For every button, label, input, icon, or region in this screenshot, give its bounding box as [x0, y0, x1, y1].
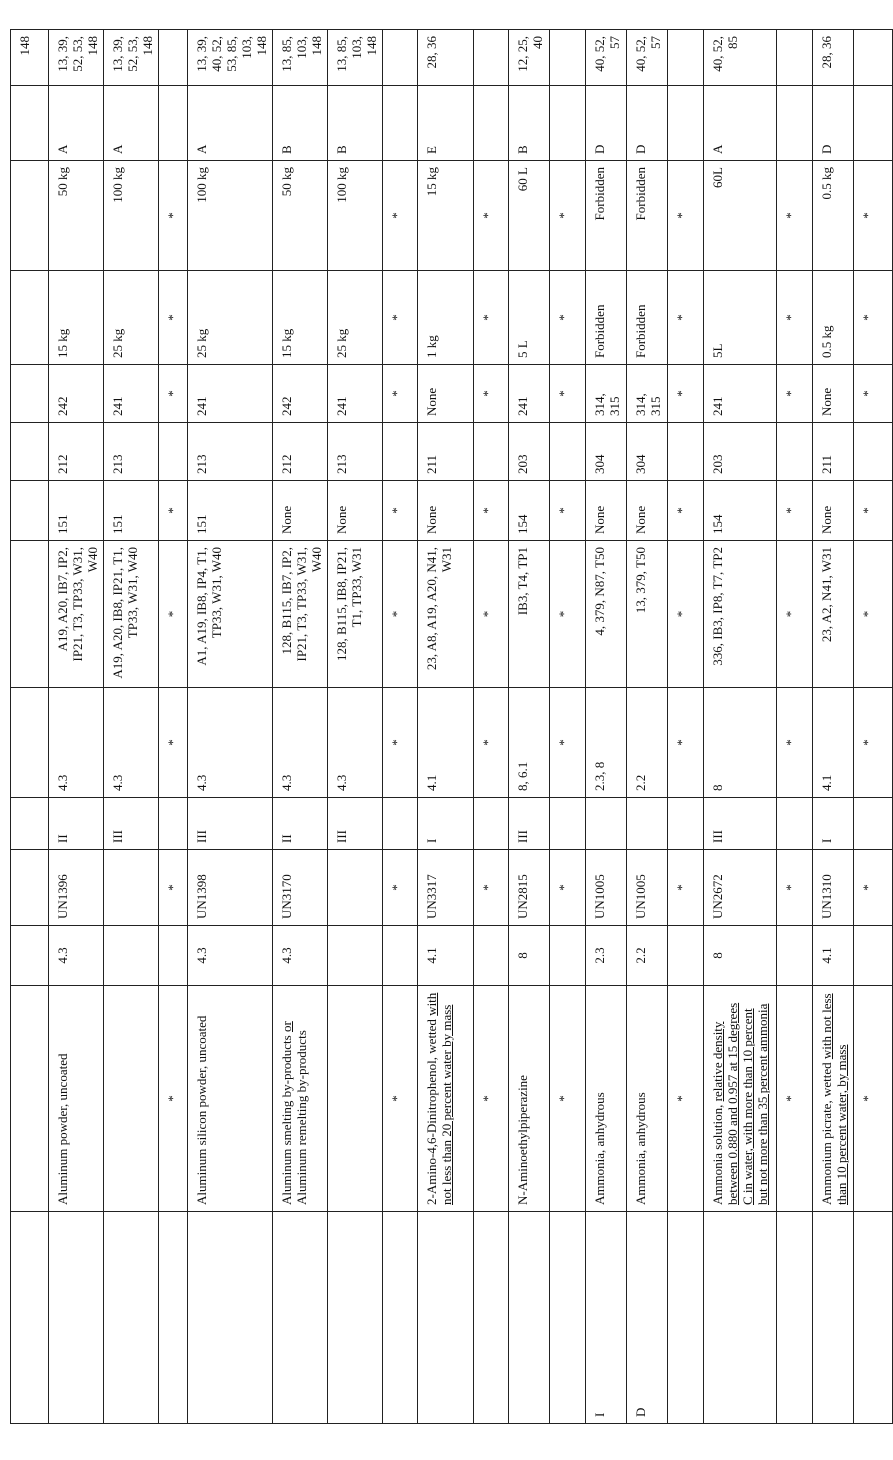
underlined-amendment-text: relative density between 0.880 and 0.957 at 15 degrees C in water, with more than 10 percent but not more than 35 percent ammonia [710, 1002, 770, 1205]
description-cell: N-Aminoethylpiperazine [509, 986, 550, 1212]
id-number-cell: UN1396 [49, 850, 104, 926]
quantity-cargo-cell: Forbidden [627, 161, 668, 271]
asterisk-mark: * [777, 541, 813, 688]
empty-cell [159, 926, 188, 986]
special-provisions-cell: 128, B115, IB8, IP21, T1, TP33, W31 [328, 541, 383, 688]
empty-cell [550, 86, 586, 161]
asterisk-mark: * [383, 541, 418, 688]
description-text: Aluminum smelting by-products [279, 1032, 294, 1205]
quantity-cargo-cell: 50 kg [49, 161, 104, 271]
id-number-cell: UN1005 [586, 850, 627, 926]
quantity-cargo-cell: 100 kg [104, 161, 159, 271]
asterisk-mark: * [668, 161, 704, 271]
asterisk-mark: * [159, 161, 188, 271]
empty-cell [854, 926, 893, 986]
empty-cell [854, 798, 893, 850]
table-row [627, 30, 668, 1424]
packaging-bulk-cell: 241 [188, 365, 273, 423]
empty-cell [474, 86, 509, 161]
quantity-passenger-cell: 1 kg [418, 271, 474, 365]
asterisk-mark: * [474, 541, 509, 688]
empty-cell [474, 926, 509, 986]
hazard-class-cell: 8 [704, 926, 777, 986]
asterisk-mark: * [550, 161, 586, 271]
table-row [586, 30, 627, 1424]
vessel-other-cell: 28, 36 [813, 30, 854, 86]
symbol-cell [418, 1212, 474, 1424]
packaging-exceptions-cell [11, 481, 49, 541]
vessel-other-cell: 148 [11, 30, 49, 86]
empty-cell [474, 423, 509, 481]
packaging-non-bulk-cell: 203 [704, 423, 777, 481]
id-number-cell: UN1310 [813, 850, 854, 926]
empty-cell [383, 86, 418, 161]
empty-cell [854, 30, 893, 86]
asterisk-mark: * [854, 161, 893, 271]
table-row [813, 30, 854, 1424]
quantity-cargo-cell: 100 kg [188, 161, 273, 271]
separator-row [550, 30, 586, 1424]
id-number-cell: UN3170 [273, 850, 328, 926]
packing-group-cell: III [328, 798, 383, 850]
empty-cell [550, 1212, 586, 1424]
quantity-cargo-cell: 60L [704, 161, 777, 271]
label-codes-cell: 4.3 [188, 688, 273, 798]
symbol-cell [104, 1212, 159, 1424]
id-number-cell: UN2672 [704, 850, 777, 926]
description-text: Ammonia solution, [710, 1101, 725, 1205]
packaging-non-bulk-cell: 211 [418, 423, 474, 481]
asterisk-mark: * [777, 688, 813, 798]
table-row [188, 30, 273, 1424]
packaging-bulk-cell: 241 [704, 365, 777, 423]
vessel-other-cell: 13, 85, 103, 148 [328, 30, 383, 86]
empty-cell [159, 1212, 188, 1424]
table-row [11, 30, 49, 1424]
packing-group-cell [11, 798, 49, 850]
vessel-location-cell: A [704, 86, 777, 161]
special-provisions-cell: 23, A8, A19, A20, N41, W31 [418, 541, 474, 688]
packaging-non-bulk-cell: 203 [509, 423, 550, 481]
description-text: 2-Amino-4,6-Dinitrophenol, wetted [424, 1015, 439, 1205]
symbol-cell [704, 1212, 777, 1424]
asterisk-mark: * [474, 850, 509, 926]
packaging-exceptions-cell: 151 [188, 481, 273, 541]
packaging-exceptions-cell: 151 [104, 481, 159, 541]
empty-cell [550, 30, 586, 86]
empty-cell [383, 926, 418, 986]
description-cell [704, 986, 777, 1212]
asterisk-mark: * [777, 271, 813, 365]
description-cell [11, 986, 49, 1212]
quantity-passenger-cell: 15 kg [273, 271, 328, 365]
packaging-non-bulk-cell: 211 [813, 423, 854, 481]
empty-cell [159, 798, 188, 850]
asterisk-mark: * [550, 986, 586, 1212]
symbol-cell [11, 1212, 49, 1424]
description-text: Ammonium picrate, wetted [819, 1059, 834, 1205]
empty-cell [668, 926, 704, 986]
quantity-passenger-cell: 25 kg [328, 271, 383, 365]
vessel-other-cell: 13, 85, 103, 148 [273, 30, 328, 86]
vessel-location-cell: B [328, 86, 383, 161]
hazard-class-cell: 4.3 [49, 926, 104, 986]
asterisk-mark: * [474, 365, 509, 423]
table-row [704, 30, 777, 1424]
empty-cell [777, 423, 813, 481]
description-cell [813, 986, 854, 1212]
description-cell: Aluminum powder, uncoated [49, 986, 104, 1212]
asterisk-mark: * [383, 986, 418, 1212]
special-provisions-cell: 23, A2, N41, W31 [813, 541, 854, 688]
symbol-cell: I [586, 1212, 627, 1424]
asterisk-mark: * [668, 850, 704, 926]
id-number-cell [11, 850, 49, 926]
underlined-amendment-text: with not less than 20 percent water by mass [424, 992, 454, 1205]
asterisk-mark: * [777, 481, 813, 541]
hazard-class-cell: 8 [509, 926, 550, 986]
quantity-passenger-cell: 25 kg [104, 271, 159, 365]
packaging-exceptions-cell: 154 [704, 481, 777, 541]
description-cell [328, 986, 383, 1212]
symbol-cell [188, 1212, 273, 1424]
vessel-other-cell: 13, 39, 40, 52, 53, 85, 103, 148 [188, 30, 273, 86]
asterisk-mark: * [550, 481, 586, 541]
packaging-non-bulk-cell: 212 [49, 423, 104, 481]
packing-group-cell: II [273, 798, 328, 850]
hazmat-table [10, 29, 893, 1424]
asterisk-mark: * [854, 481, 893, 541]
asterisk-mark: * [474, 481, 509, 541]
special-provisions-cell: 128, B115, IB7, IP2, IP21, T3, TP33, W31, W40 [273, 541, 328, 688]
symbol-cell [273, 1212, 328, 1424]
vessel-location-cell: B [509, 86, 550, 161]
separator-row [668, 30, 704, 1424]
empty-cell [474, 798, 509, 850]
packaging-exceptions-cell: None [328, 481, 383, 541]
label-codes-cell: 4.1 [418, 688, 474, 798]
empty-cell [777, 926, 813, 986]
asterisk-mark: * [777, 161, 813, 271]
label-codes-cell: 4.1 [813, 688, 854, 798]
packaging-non-bulk-cell: 304 [586, 423, 627, 481]
special-provisions-cell: IB3, T4, TP1 [509, 541, 550, 688]
asterisk-mark: * [159, 850, 188, 926]
empty-cell [668, 86, 704, 161]
vessel-other-cell: 40, 52, 85 [704, 30, 777, 86]
vessel-other-cell: 40, 52, 57 [627, 30, 668, 86]
packing-group-cell: I [813, 798, 854, 850]
hazard-class-cell [328, 926, 383, 986]
empty-cell [474, 30, 509, 86]
packaging-exceptions-cell: None [813, 481, 854, 541]
packaging-non-bulk-cell: 213 [104, 423, 159, 481]
underlined-amendment-text: with not less than 10 percent water, by mass [819, 993, 849, 1205]
packing-group-cell: III [509, 798, 550, 850]
asterisk-mark: * [383, 688, 418, 798]
id-number-cell [104, 850, 159, 926]
asterisk-mark: * [159, 688, 188, 798]
asterisk-mark: * [550, 688, 586, 798]
quantity-cargo-cell: 60 L [509, 161, 550, 271]
quantity-passenger-cell: Forbidden [586, 271, 627, 365]
packing-group-cell: III [104, 798, 159, 850]
empty-cell [668, 30, 704, 86]
description-text: Aluminum remelting by-products [294, 1030, 309, 1205]
empty-cell [777, 86, 813, 161]
empty-cell [668, 798, 704, 850]
packing-group-cell: I [418, 798, 474, 850]
empty-cell [550, 926, 586, 986]
asterisk-mark: * [550, 541, 586, 688]
hazard-class-cell [104, 926, 159, 986]
special-provisions-cell: A1, A19, IB8, IP4, T1, TP33, W31, W40 [188, 541, 273, 688]
packaging-bulk-cell: 241 [328, 365, 383, 423]
hazard-class-cell: 4.3 [273, 926, 328, 986]
label-codes-cell: 4.3 [49, 688, 104, 798]
asterisk-mark: * [550, 365, 586, 423]
quantity-cargo-cell: 100 kg [328, 161, 383, 271]
packaging-non-bulk-cell: 304 [627, 423, 668, 481]
packaging-non-bulk-cell: 213 [188, 423, 273, 481]
vessel-location-cell: D [627, 86, 668, 161]
asterisk-mark: * [777, 365, 813, 423]
asterisk-mark: * [474, 688, 509, 798]
vessel-location-cell: B [273, 86, 328, 161]
vessel-other-cell: 40, 52, 57 [586, 30, 627, 86]
empty-cell [383, 798, 418, 850]
separator-row [383, 30, 418, 1424]
asterisk-mark: * [159, 541, 188, 688]
asterisk-mark: * [854, 365, 893, 423]
hazard-class-cell: 2.3 [586, 926, 627, 986]
empty-cell [383, 30, 418, 86]
description-cell [104, 986, 159, 1212]
quantity-cargo-cell [11, 161, 49, 271]
hazard-class-cell: 4.1 [813, 926, 854, 986]
id-number-cell: UN3317 [418, 850, 474, 926]
label-codes-cell: 4.3 [328, 688, 383, 798]
quantity-passenger-cell: 15 kg [49, 271, 104, 365]
vessel-location-cell: D [586, 86, 627, 161]
packaging-exceptions-cell: 151 [49, 481, 104, 541]
packaging-exceptions-cell: None [273, 481, 328, 541]
label-codes-cell [11, 688, 49, 798]
packaging-bulk-cell: 314, 315 [586, 365, 627, 423]
packaging-non-bulk-cell: 212 [273, 423, 328, 481]
separator-row [159, 30, 188, 1424]
packaging-bulk-cell: None [418, 365, 474, 423]
empty-cell [474, 1212, 509, 1424]
underlined-amendment-text: or [279, 1021, 294, 1033]
empty-cell [550, 798, 586, 850]
asterisk-mark: * [854, 986, 893, 1212]
packing-group-cell [627, 798, 668, 850]
empty-cell [550, 423, 586, 481]
asterisk-mark: * [668, 541, 704, 688]
asterisk-mark: * [668, 688, 704, 798]
quantity-cargo-cell: 50 kg [273, 161, 328, 271]
empty-cell [668, 423, 704, 481]
special-provisions-cell: 13, 379, T50 [627, 541, 668, 688]
special-provisions-cell: A19, A20, IB7, IP2, IP21, T3, TP33, W31, W40 [49, 541, 104, 688]
empty-cell [854, 423, 893, 481]
asterisk-mark: * [383, 850, 418, 926]
quantity-passenger-cell: Forbidden [627, 271, 668, 365]
table-row [273, 30, 328, 1424]
asterisk-mark: * [668, 365, 704, 423]
empty-cell [159, 423, 188, 481]
empty-cell [777, 30, 813, 86]
vessel-location-cell: A [188, 86, 273, 161]
packaging-bulk-cell: None [813, 365, 854, 423]
label-codes-cell: 4.3 [273, 688, 328, 798]
asterisk-mark: * [383, 365, 418, 423]
vessel-other-cell: 13, 39, 52, 53, 148 [49, 30, 104, 86]
packaging-exceptions-cell: None [418, 481, 474, 541]
packaging-exceptions-cell: None [627, 481, 668, 541]
asterisk-mark: * [668, 986, 704, 1212]
packaging-non-bulk-cell [11, 423, 49, 481]
table-row [418, 30, 474, 1424]
quantity-passenger-cell: 0.5 kg [813, 271, 854, 365]
quantity-passenger-cell: 25 kg [188, 271, 273, 365]
quantity-cargo-cell: 0.5 kg [813, 161, 854, 271]
symbol-cell [49, 1212, 104, 1424]
asterisk-mark: * [383, 481, 418, 541]
asterisk-mark: * [668, 481, 704, 541]
symbol-cell: D [627, 1212, 668, 1424]
asterisk-mark: * [777, 850, 813, 926]
id-number-cell [328, 850, 383, 926]
table-row [509, 30, 550, 1424]
empty-cell [383, 423, 418, 481]
asterisk-mark: * [474, 161, 509, 271]
vessel-location-cell: A [104, 86, 159, 161]
label-codes-cell: 8, 6.1 [509, 688, 550, 798]
empty-cell [777, 1212, 813, 1424]
label-codes-cell: 8 [704, 688, 777, 798]
description-cell: Ammonia, anhydrous [627, 986, 668, 1212]
asterisk-mark: * [854, 271, 893, 365]
packing-group-cell: III [704, 798, 777, 850]
packaging-bulk-cell [11, 365, 49, 423]
separator-row [474, 30, 509, 1424]
empty-cell [159, 30, 188, 86]
asterisk-mark: * [668, 271, 704, 365]
asterisk-mark: * [159, 365, 188, 423]
quantity-passenger-cell: 5L [704, 271, 777, 365]
packaging-bulk-cell: 241 [509, 365, 550, 423]
separator-row [854, 30, 893, 1424]
asterisk-mark: * [159, 986, 188, 1212]
description-cell [418, 986, 474, 1212]
table-row [49, 30, 104, 1424]
vessel-other-cell: 12, 25, 40 [509, 30, 550, 86]
hazard-class-cell: 4.3 [188, 926, 273, 986]
symbol-cell [813, 1212, 854, 1424]
hazard-class-cell: 2.2 [627, 926, 668, 986]
packaging-bulk-cell: 241 [104, 365, 159, 423]
asterisk-mark: * [159, 271, 188, 365]
quantity-cargo-cell: 15 kg [418, 161, 474, 271]
id-number-cell: UN1005 [627, 850, 668, 926]
packaging-bulk-cell: 242 [273, 365, 328, 423]
vessel-location-cell: A [49, 86, 104, 161]
special-provisions-cell: A19, A20, IB8, IP21, T1, TP33, W31, W40 [104, 541, 159, 688]
quantity-passenger-cell: 5 L [509, 271, 550, 365]
asterisk-mark: * [383, 271, 418, 365]
special-provisions-cell: 336, IB3, IP8, T7, TP2 [704, 541, 777, 688]
asterisk-mark: * [854, 688, 893, 798]
id-number-cell: UN1398 [188, 850, 273, 926]
asterisk-mark: * [550, 271, 586, 365]
quantity-cargo-cell: Forbidden [586, 161, 627, 271]
special-provisions-cell [11, 541, 49, 688]
empty-cell [777, 798, 813, 850]
vessel-location-cell: D [813, 86, 854, 161]
asterisk-mark: * [550, 850, 586, 926]
packing-group-cell: III [188, 798, 273, 850]
packing-group-cell: II [49, 798, 104, 850]
asterisk-mark: * [474, 986, 509, 1212]
symbol-cell [509, 1212, 550, 1424]
asterisk-mark: * [474, 271, 509, 365]
hazard-class-cell: 4.1 [418, 926, 474, 986]
label-codes-cell: 2.2 [627, 688, 668, 798]
packaging-exceptions-cell: 154 [509, 481, 550, 541]
vessel-other-cell: 13, 39, 52, 53, 148 [104, 30, 159, 86]
table-row [104, 30, 159, 1424]
label-codes-cell: 4.3 [104, 688, 159, 798]
packaging-non-bulk-cell: 213 [328, 423, 383, 481]
vessel-location-cell: E [418, 86, 474, 161]
asterisk-mark: * [854, 541, 893, 688]
hazard-class-cell [11, 926, 49, 986]
asterisk-mark: * [159, 481, 188, 541]
vessel-other-cell: 28, 36 [418, 30, 474, 86]
description-cell [273, 986, 328, 1212]
asterisk-mark: * [854, 850, 893, 926]
description-cell: Ammonia, anhydrous [586, 986, 627, 1212]
special-provisions-cell: 4, 379, N87, T50 [586, 541, 627, 688]
empty-cell [159, 86, 188, 161]
empty-cell [383, 1212, 418, 1424]
label-codes-cell: 2.3, 8 [586, 688, 627, 798]
asterisk-mark: * [777, 986, 813, 1212]
table-row [328, 30, 383, 1424]
id-number-cell: UN2815 [509, 850, 550, 926]
packaging-exceptions-cell: None [586, 481, 627, 541]
empty-cell [668, 1212, 704, 1424]
empty-cell [854, 1212, 893, 1424]
description-cell: Aluminum silicon powder, uncoated [188, 986, 273, 1212]
quantity-passenger-cell [11, 271, 49, 365]
asterisk-mark: * [383, 161, 418, 271]
symbol-cell [328, 1212, 383, 1424]
vessel-location-cell [11, 86, 49, 161]
packaging-bulk-cell: 242 [49, 365, 104, 423]
packaging-bulk-cell: 314, 315 [627, 365, 668, 423]
separator-row [777, 30, 813, 1424]
empty-cell [854, 86, 893, 161]
packing-group-cell [586, 798, 627, 850]
